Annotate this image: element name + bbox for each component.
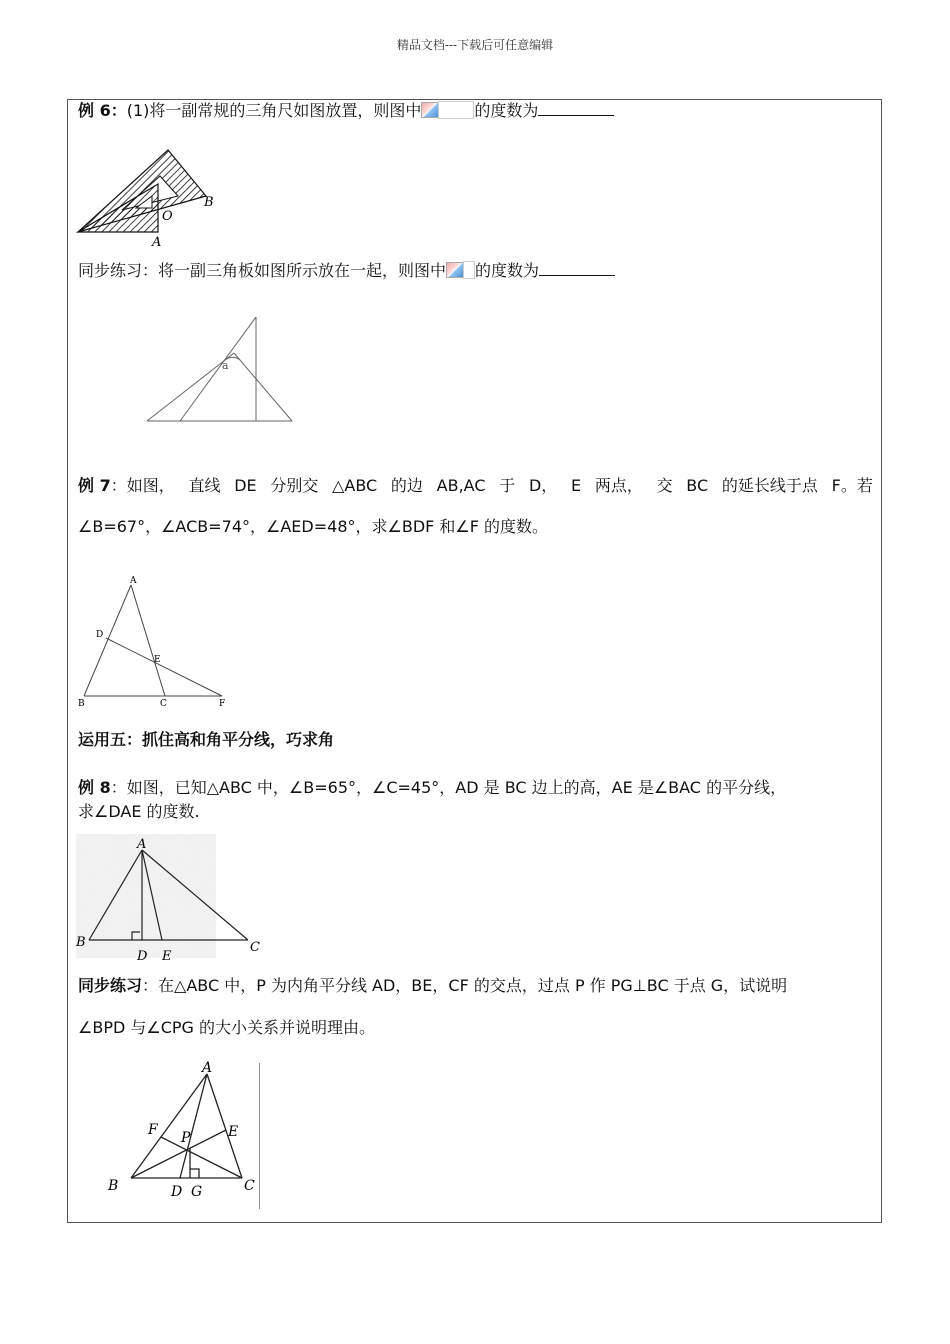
- ex7-word: 于: [499, 476, 516, 495]
- label-c: C: [244, 1178, 255, 1194]
- ex7-word: BC: [686, 476, 709, 495]
- label-g: G: [191, 1184, 203, 1200]
- answer-blank: [538, 101, 614, 116]
- ex8-figure: [76, 834, 266, 964]
- sync2-line2: ∠BPD 与∠CPG 的大小关系并说明理由。: [78, 1018, 376, 1037]
- label-b: B: [204, 195, 214, 210]
- answer-blank: [539, 261, 615, 276]
- ex7-line1: [78, 476, 873, 496]
- ex7-word: 的边: [390, 476, 423, 495]
- angle-a-label: a: [222, 359, 229, 372]
- section-heading: 运用五：抓住高和角平分线，巧求角: [78, 730, 335, 749]
- sync1-question: [78, 261, 615, 281]
- ex7-word: 直线: [188, 476, 221, 495]
- label-b: B: [78, 699, 85, 709]
- label-e: E: [228, 1124, 239, 1140]
- sync1-text-after: 的度数为: [475, 261, 540, 280]
- page-header: 精品文档---下载后可任意编辑: [396, 38, 554, 52]
- ex6-question: [78, 101, 614, 121]
- label-c: C: [160, 699, 167, 709]
- ex7-word: 两点，: [594, 476, 643, 495]
- ex7-word: 分别交: [270, 476, 319, 495]
- image-placeholder-box: [463, 261, 475, 279]
- ex7-word-0: [78, 476, 175, 496]
- label-b: B: [108, 1178, 119, 1194]
- ex7-label: 例 7: [78, 476, 111, 495]
- label-a: A: [137, 837, 147, 852]
- ex7-word: ：如图，: [110, 476, 175, 495]
- sync2-text: ：在△ABC 中，P 为内角平分线 AD，BE，CF 的交点，过点 P 作 PG⊥BC 于点 G，试说明: [142, 976, 788, 995]
- label-f: F: [148, 1122, 158, 1138]
- broken-image-icon: [446, 262, 464, 278]
- ex6-label: 例 6：: [78, 101, 127, 120]
- ex7-word: AB,AC: [436, 476, 486, 495]
- ex6-text-before: (1)将一副常规的三角尺如图放置，则图中: [126, 101, 422, 120]
- label-a: A: [130, 576, 137, 586]
- ex7-word: DE: [234, 476, 257, 495]
- label-e: E: [154, 655, 161, 665]
- ex7-line2: ∠B=67°，∠ACB=74°，∠AED=48°，求∠BDF 和∠F 的度数。: [78, 517, 549, 536]
- image-placeholder-box: [438, 101, 474, 119]
- ex8-line1: [78, 778, 786, 798]
- sync1-text-before: 同步练习：将一副三角板如图所示放在一起，则图中: [78, 261, 447, 280]
- label-p: P: [181, 1130, 191, 1146]
- ex7-figure: [76, 574, 236, 710]
- ex8-line2: 求∠DAE 的度数.: [78, 802, 200, 821]
- ex7-word: D，: [528, 476, 558, 495]
- vertical-divider: [259, 1063, 260, 1209]
- label-d: D: [171, 1184, 183, 1200]
- ex7-word: △ABC: [332, 476, 378, 495]
- label-a: A: [152, 235, 162, 250]
- ex7-word: F。若: [831, 476, 873, 495]
- broken-image-icon: [421, 102, 439, 118]
- ex7-word: 的延长线于点: [721, 476, 818, 495]
- label-b: B: [76, 935, 86, 950]
- label-c: C: [250, 940, 260, 955]
- label-d: D: [96, 630, 104, 640]
- label-o: O: [162, 209, 173, 224]
- label-e: E: [162, 949, 172, 964]
- ex6-figure: [74, 146, 224, 250]
- sync2-label: 同步练习: [78, 976, 143, 995]
- sync2-figure: [106, 1058, 266, 1204]
- ex8-text: ：如图，已知△ABC 中，∠B=65°，∠C=45°，AD 是 BC 边上的高，AE 是∠BAC 的平分线，: [110, 778, 787, 797]
- ex7-word: E: [571, 476, 582, 495]
- ex8-label: 例 8: [78, 778, 111, 797]
- label-f: F: [219, 699, 226, 709]
- ex6-text-after: 的度数为: [474, 101, 539, 120]
- sync1-figure: [140, 314, 300, 426]
- ex7-word: 交: [656, 476, 673, 495]
- sync2-line1: [78, 976, 787, 996]
- label-a: A: [202, 1060, 213, 1076]
- label-d: D: [137, 949, 148, 964]
